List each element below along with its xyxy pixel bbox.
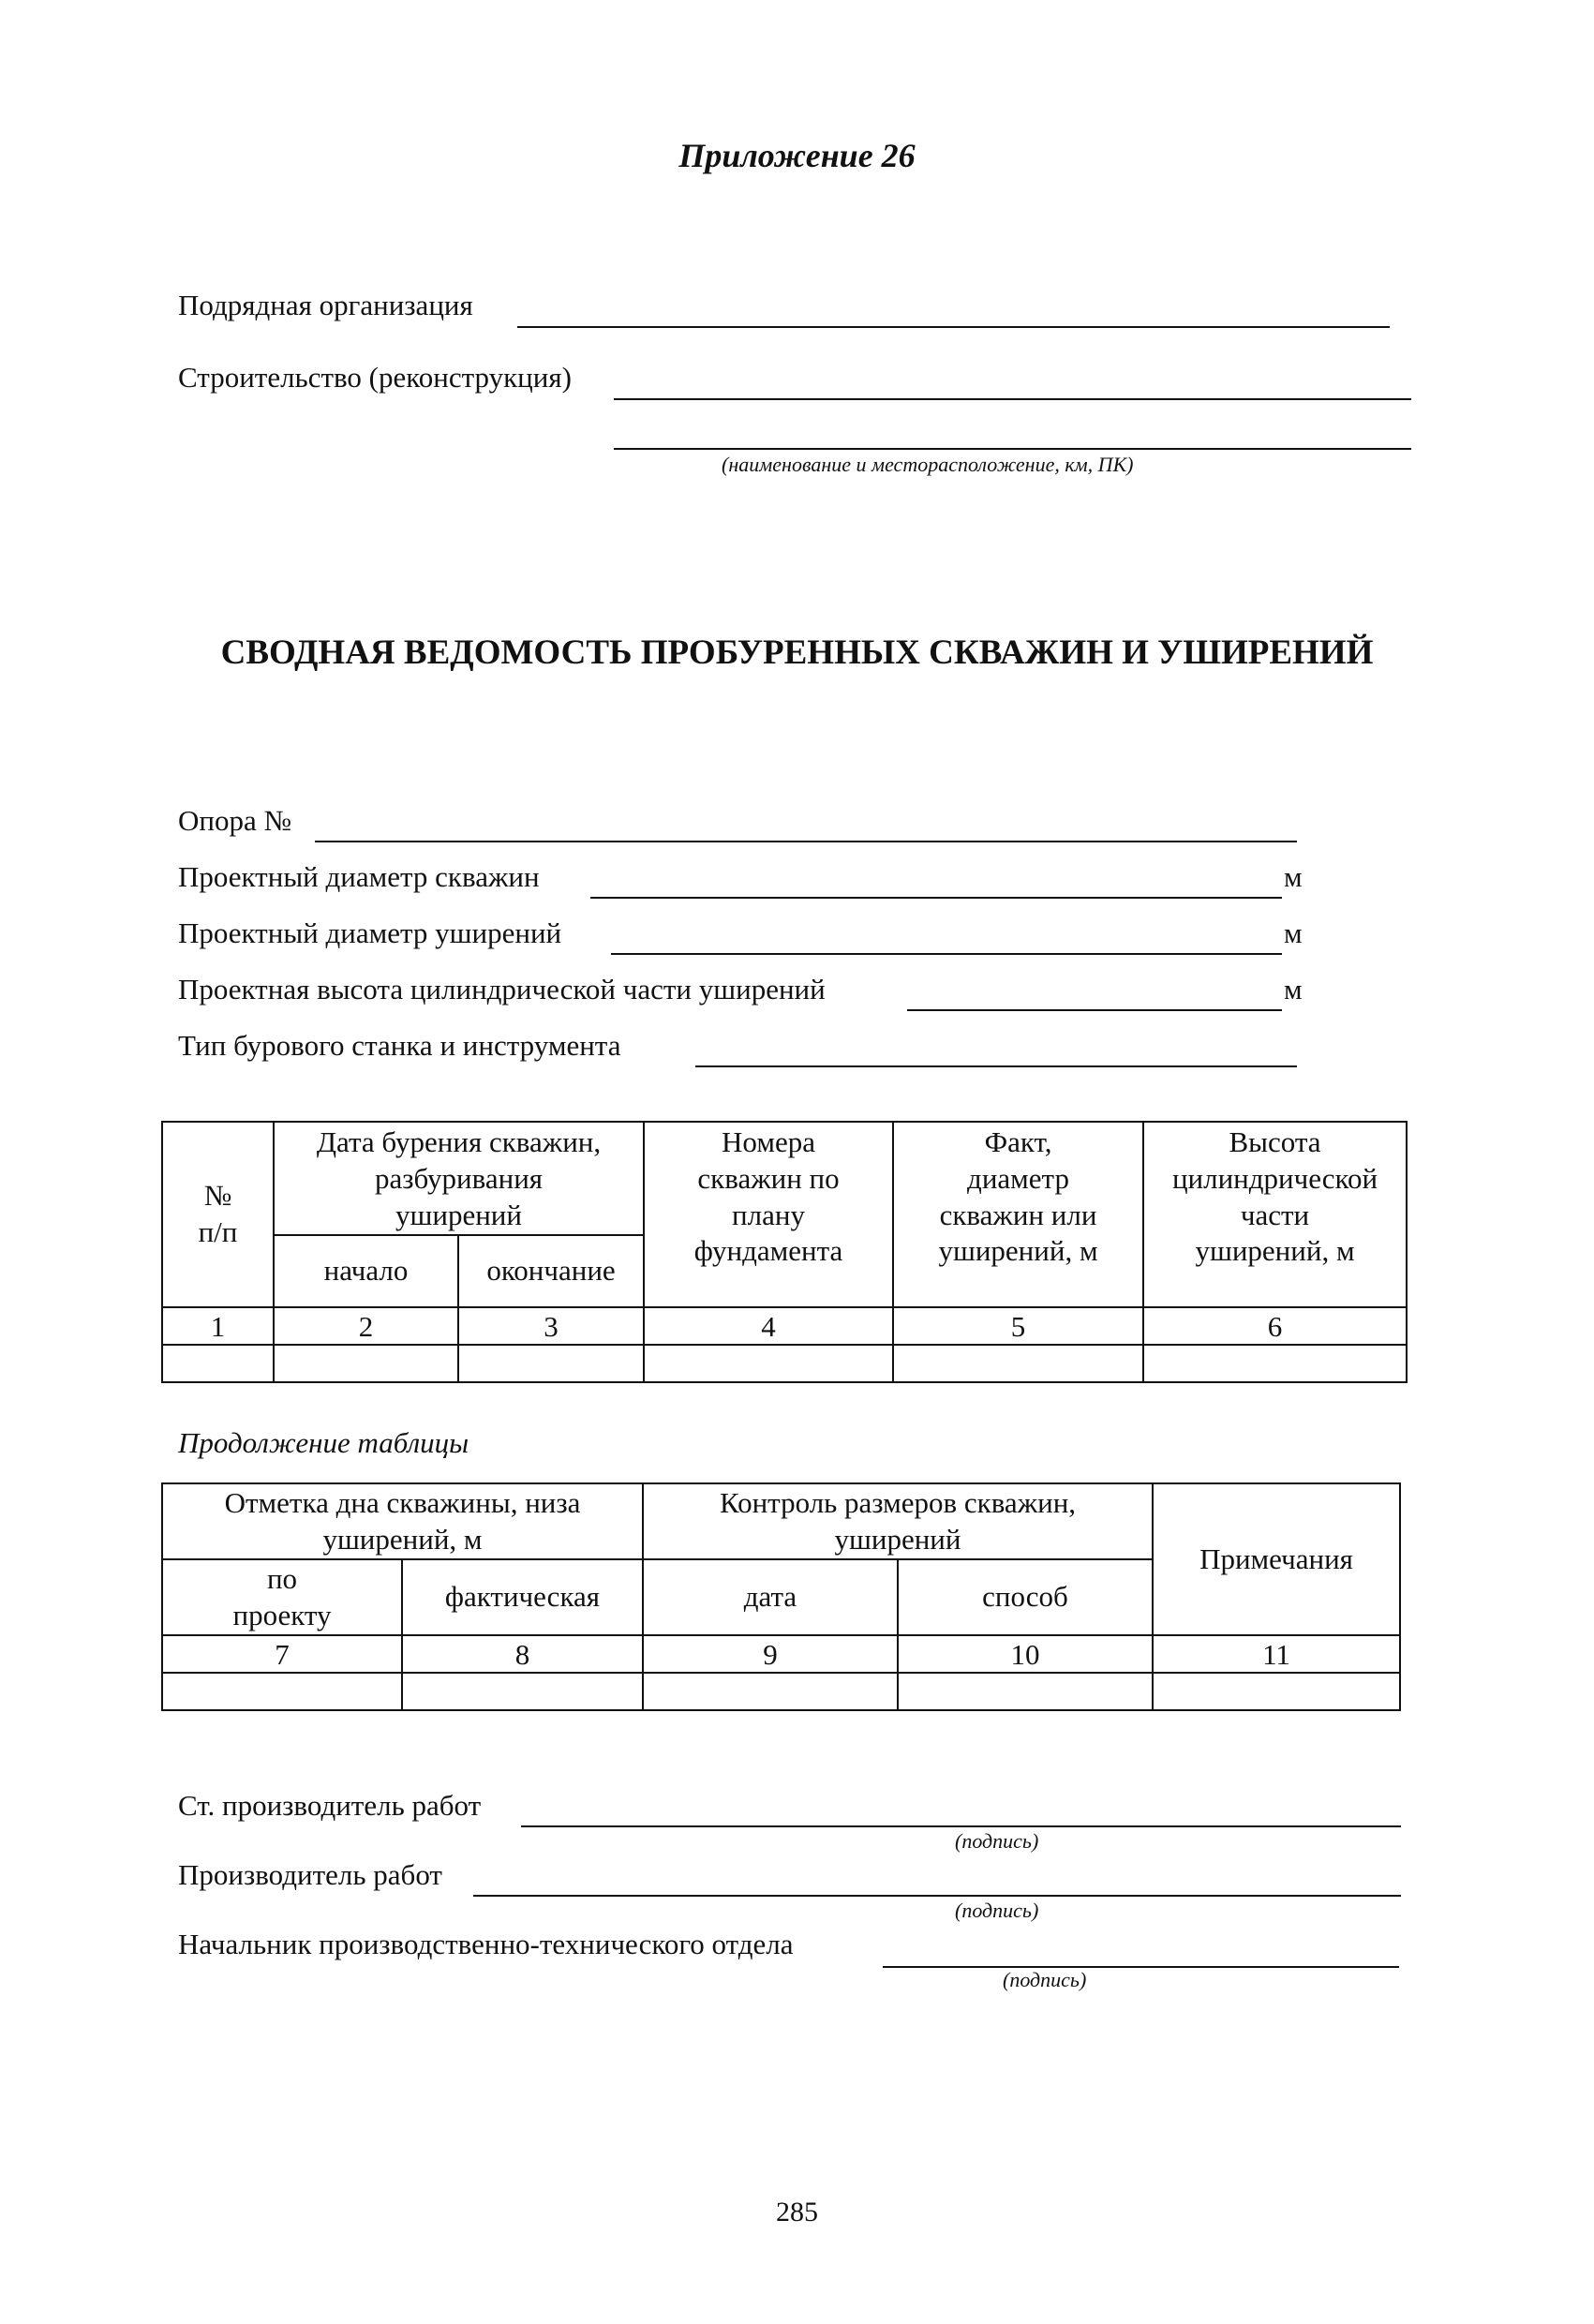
col-header-notes: Примечания [1153, 1483, 1400, 1635]
col-header-date-group: Дата бурения скважин, разбуривания уширений [274, 1122, 644, 1235]
table-cell[interactable] [1153, 1673, 1400, 1710]
col-header-well-numbers: Номера скважин по плану фундамента [644, 1122, 893, 1307]
appendix-title: Приложение 26 [678, 137, 916, 174]
table-cell[interactable] [162, 1673, 402, 1710]
pto-head-label: Начальник производственно-технического отдела [178, 1928, 794, 1960]
rig-type-label: Тип бурового станка и инструмента [178, 1029, 621, 1062]
continuation-label: Продолжение таблицы [178, 1426, 469, 1459]
pto-head-underline [883, 1966, 1399, 1968]
col-header-number: № п/п [162, 1122, 274, 1307]
column-number: 6 [1143, 1307, 1407, 1345]
col-header-by-project: по проекту [162, 1559, 402, 1635]
signature-caption: (подпись) [1003, 1968, 1087, 1991]
col-header-fact-diameter: Факт, диаметр скважин или уширений, м [893, 1122, 1143, 1307]
widening-diameter-label: Проектный диаметр уширений [178, 916, 562, 949]
table-cell[interactable] [402, 1673, 643, 1710]
page-number: 285 [776, 2197, 818, 2227]
column-number: 3 [458, 1307, 644, 1345]
table-cell[interactable] [458, 1345, 644, 1382]
construction-label: Строительство (реконструкция) [178, 361, 572, 394]
well-diameter-unit: м [1284, 860, 1303, 893]
table-row [162, 1345, 1407, 1382]
column-numbers-row [162, 1307, 1407, 1345]
col-header-bottom-group: Отметка дна скважины, низа уширений, м [162, 1483, 643, 1559]
widening-diameter-underline [611, 953, 1282, 955]
table-cell[interactable] [644, 1345, 893, 1382]
table-cell[interactable] [643, 1673, 898, 1710]
table-cell[interactable] [893, 1345, 1143, 1382]
foreman-underline [473, 1895, 1401, 1897]
control-table [161, 1482, 1401, 1711]
column-number: 7 [162, 1635, 402, 1673]
widening-diameter-unit: м [1284, 916, 1303, 949]
signature-caption: (подпись) [955, 1829, 1039, 1853]
column-numbers-row [162, 1635, 1400, 1673]
column-number: 4 [644, 1307, 893, 1345]
table-cell[interactable] [162, 1345, 274, 1382]
col-header-cyl-height: Высота цилиндрической части уширений, м [1143, 1122, 1407, 1307]
construction-caption: (наименование и месторасположение, км, ПК) [722, 453, 1134, 476]
column-number: 5 [893, 1307, 1143, 1345]
construction-underline [614, 398, 1411, 400]
table-row [162, 1673, 1400, 1710]
table-cell[interactable] [274, 1345, 458, 1382]
column-number: 11 [1153, 1635, 1400, 1673]
cyl-height-label: Проектная высота цилиндрической части уширений [178, 973, 826, 1006]
contractor-underline [517, 326, 1390, 328]
cyl-height-unit: м [1284, 973, 1303, 1006]
column-number: 8 [402, 1635, 643, 1673]
senior-foreman-underline [521, 1825, 1401, 1827]
construction-underline-2 [614, 448, 1411, 450]
contractor-label: Подрядная организация [178, 289, 473, 321]
col-header-method: способ [898, 1559, 1153, 1635]
table-cell[interactable] [898, 1673, 1153, 1710]
col-header-end: окончание [458, 1235, 644, 1307]
col-header-control-group: Контроль размеров скважин, уширений [643, 1483, 1153, 1559]
column-number: 10 [898, 1635, 1153, 1673]
senior-foreman-label: Ст. производитель работ [178, 1789, 482, 1822]
col-header-start: начало [274, 1235, 458, 1307]
document-title: СВОДНАЯ ВЕДОМОСТЬ ПРОБУРЕННЫХ СКВАЖИН И УШИРЕНИЙ [220, 633, 1374, 672]
table-cell[interactable] [1143, 1345, 1407, 1382]
column-number: 2 [274, 1307, 458, 1345]
rig-type-underline [695, 1065, 1297, 1067]
col-header-date: дата [643, 1559, 898, 1635]
signature-caption: (подпись) [955, 1899, 1039, 1922]
support-underline [315, 841, 1297, 842]
well-diameter-underline [590, 897, 1282, 899]
support-label: Опора № [178, 804, 292, 837]
well-diameter-label: Проектный диаметр скважин [178, 860, 540, 893]
drilling-table [161, 1121, 1408, 1383]
foreman-label: Производитель работ [178, 1858, 442, 1891]
column-number: 1 [162, 1307, 274, 1345]
column-number: 9 [643, 1635, 898, 1673]
col-header-actual: фактическая [402, 1559, 643, 1635]
cyl-height-underline [907, 1009, 1282, 1011]
